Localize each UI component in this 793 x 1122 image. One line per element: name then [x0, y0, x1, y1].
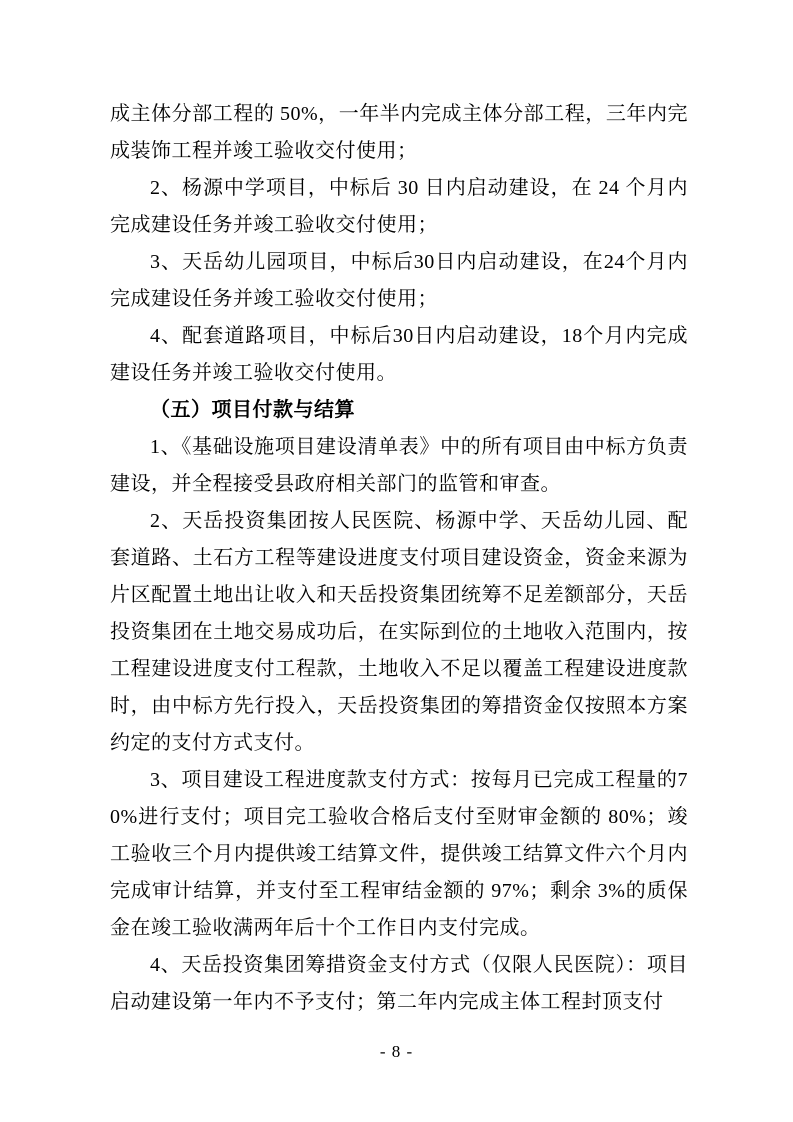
paragraph: 3、天岳幼儿园项目，中标后30日内启动建设，在24个月内完成建设任务并竣工验收交付使用；	[110, 251, 688, 310]
paragraph: 4、天岳投资集团筹措资金支付方式（仅限人民医院）：项目启动建设第一年内不予支付；第二年内完成主体工程封顶支付	[110, 954, 688, 1013]
paragraph: 3、项目建设工程进度款支付方式：按每月已完成工程量的70%进行支付；项目完工验收合格后支付至财审金额的 80%；竣工验收三个月内提供竣工结算文件，提供竣工结算文件六个月内完成审计结算，并支付至工程审结金额的 97%；剩余 3%的质保金在竣工验收满两年后十个工作日内支付完成。	[110, 769, 688, 939]
paragraph: 2、杨源中学项目，中标后 30 日内启动建设，在 24 个月内完成建设任务并竣工验收交付使用；	[110, 177, 688, 236]
document-body	[110, 96, 688, 1021]
page-footer	[0, 1042, 793, 1062]
section-heading: （五）项目付款与结算	[150, 399, 355, 421]
paragraph: 1、《基础设施项目建设清单表》中的所有项目由中标方负责建设，并全程接受县政府相关部门的监管和审查。	[110, 436, 688, 495]
paragraph: 4、配套道路项目，中标后30日内启动建设，18个月内完成建设任务并竣工验收交付使用。	[110, 325, 688, 384]
paragraph: 成主体分部工程的 50%，一年半内完成主体分部工程，三年内完成装饰工程并竣工验收交付使用；	[110, 103, 688, 162]
page-number: - 8 -	[379, 1042, 414, 1061]
paragraph: 2、天岳投资集团按人民医院、杨源中学、天岳幼儿园、配套道路、土石方工程等建设进度支付项目建设资金，资金来源为片区配置土地出让收入和天岳投资集团统筹不足差额部分，天岳投资集团在土地交易成功后，在实际到位的土地收入范围内，按工程建设进度支付工程款，土地收入不足以覆盖工程建设进度款时，由中标方先行投入，天岳投资集团的筹措资金仅按照本方案约定的支付方式支付。	[110, 510, 688, 754]
